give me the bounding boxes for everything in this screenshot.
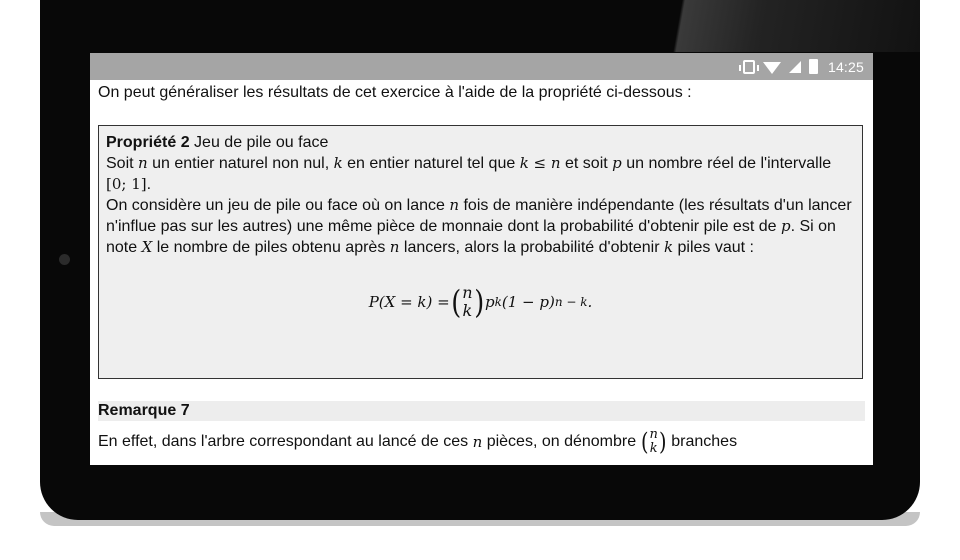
- math-var: n: [472, 433, 483, 451]
- property-box: [98, 125, 863, 379]
- binom-stack: [650, 428, 658, 456]
- math-var: k: [333, 154, 343, 172]
- binom-top: n: [462, 283, 473, 302]
- text-run: En effet, dans l'arbre correspondant au lancé de ces: [98, 433, 469, 450]
- math-var: p: [780, 217, 791, 235]
- intro-text: On peut généraliser les résultats de cet exercice à l'aide de la propriété ci-dessous :: [98, 84, 692, 101]
- property-title: Jeu de pile ou face: [194, 134, 329, 151]
- math-var: X: [141, 238, 153, 256]
- text-run: piles vaut :: [673, 239, 754, 256]
- paren-right: ): [658, 428, 667, 456]
- remark-text: [98, 428, 865, 456]
- binomial-formula: [106, 284, 855, 320]
- camera-icon: [59, 254, 70, 265]
- document-content: [98, 80, 865, 456]
- text-run: lancers, alors la probabilité d'obtenir: [399, 239, 664, 256]
- status-bar: [90, 53, 873, 80]
- property-label: Propriété 2: [106, 134, 190, 151]
- binom-bottom: k: [649, 441, 658, 456]
- property-heading: [106, 133, 855, 153]
- text-run: .: [146, 176, 152, 193]
- text-run: On considère un jeu de pile ou face où on lance: [106, 197, 450, 214]
- math-expression: k ≤ n: [519, 154, 561, 172]
- formula-end: .: [587, 293, 593, 311]
- text-run: pièces, on dénombre: [486, 433, 637, 450]
- math-var: n: [138, 154, 148, 172]
- formula-left: P(X = k) =: [368, 293, 450, 311]
- remark-title: Remarque 7: [98, 401, 865, 421]
- binomial-coefficient: [450, 284, 485, 320]
- frame-gloss: [628, 0, 920, 52]
- math-var: p: [612, 154, 622, 172]
- signal-icon: [789, 61, 801, 73]
- property-paragraph-1: [106, 153, 855, 195]
- remark-binomial: [640, 428, 667, 456]
- paren-left: (: [641, 428, 649, 456]
- formula-exp-nk: n − k: [554, 295, 588, 309]
- math-var: n: [449, 196, 460, 214]
- paren-left: (: [450, 283, 461, 321]
- binom-top: n: [649, 427, 658, 442]
- math-var: k: [663, 238, 674, 256]
- vibrate-icon: [743, 60, 755, 74]
- formula-mid: (1 − p): [501, 293, 555, 311]
- text-run: fois de manière indépendante (les résultats d'un lancer n'influe pas sur les autres) une même pièce de monnaie dont la probabilité d'obtenir pile est de: [106, 197, 852, 235]
- binom-bottom: k: [462, 301, 473, 320]
- text-run: branches: [671, 433, 738, 450]
- text-run: Soit: [106, 155, 139, 172]
- text-run: un nombre réel de l'intervalle: [621, 155, 832, 172]
- tablet-screen[interactable]: [90, 53, 873, 465]
- paren-right: ): [473, 283, 484, 321]
- text-run: . Si on note: [106, 218, 836, 256]
- formula-p: p: [484, 293, 495, 311]
- text-run: le nombre de piles obtenu après: [152, 239, 390, 256]
- text-run: un entier naturel non nul,: [147, 155, 334, 172]
- math-var: n: [389, 238, 400, 256]
- battery-icon: [809, 59, 818, 74]
- formula-exp-k: k: [494, 295, 502, 309]
- text-run: et soit: [560, 155, 613, 172]
- wifi-icon: [763, 62, 781, 74]
- property-paragraph-2: [106, 195, 855, 258]
- binom-stack: [462, 284, 472, 320]
- math-interval: [0; 1]: [106, 175, 147, 193]
- text-run: en entier naturel tel que: [342, 155, 520, 172]
- status-time: 14:25: [827, 58, 864, 75]
